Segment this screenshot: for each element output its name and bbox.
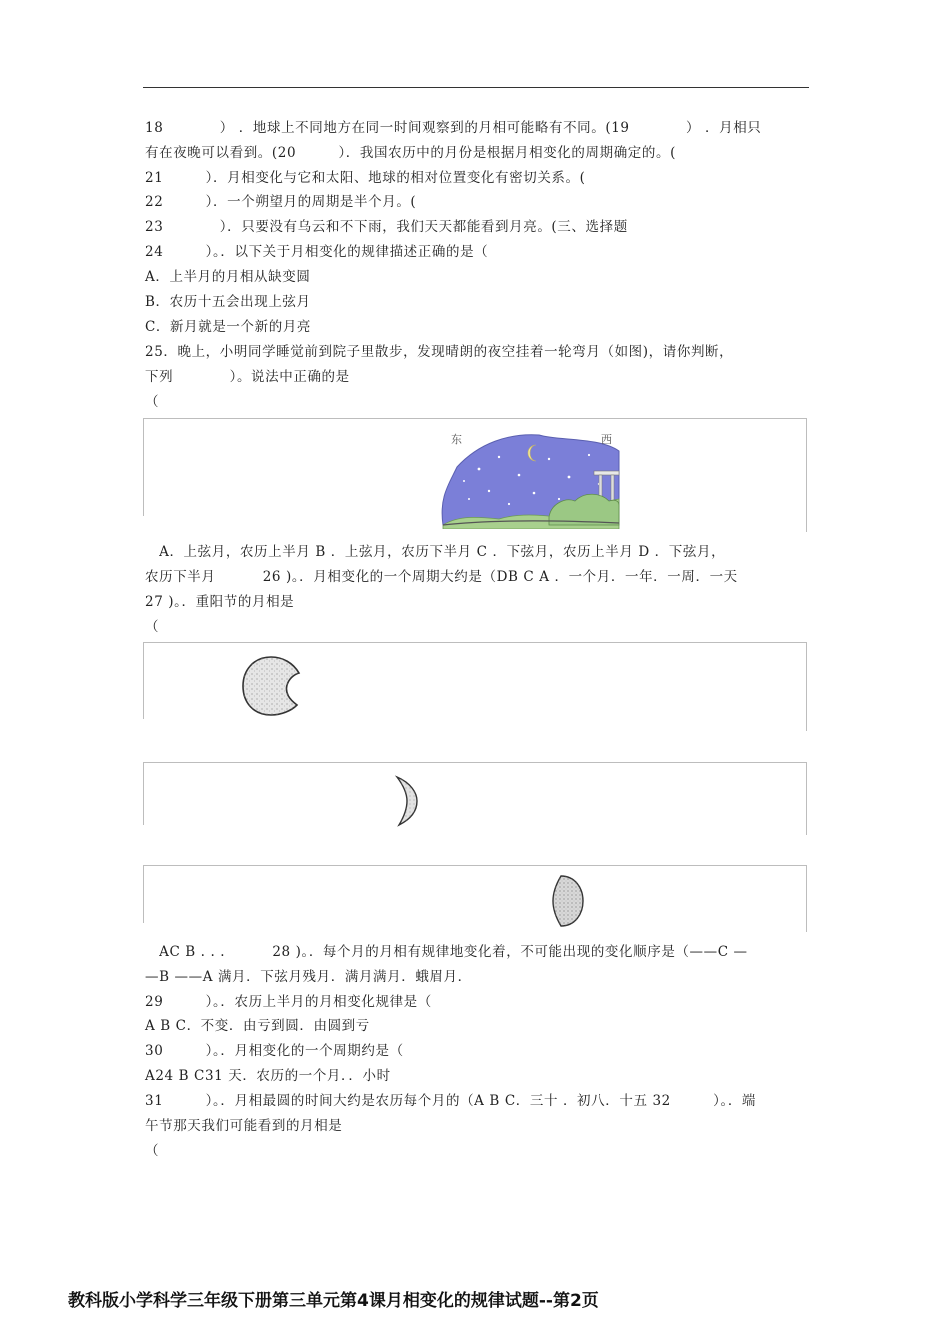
text-line: A B C．不变．由亏到圆．由圆到亏 bbox=[145, 1018, 370, 1034]
page-footer: 教科版小学科学三年级下册第三单元第4课月相变化的规律试题--第2页 bbox=[68, 1291, 599, 1311]
text-line: 30 ）。．月相变化的一个周期约是（ bbox=[145, 1043, 404, 1059]
night-sky-illustration bbox=[439, 429, 624, 529]
text-line: 午节那天我们可能看到的月相是 bbox=[145, 1118, 343, 1134]
option-a: A．上半月的月相从缺变圆 bbox=[145, 269, 311, 285]
text-line: 24 ）。．以下关于月相变化的规律描述正确的是（ bbox=[145, 244, 489, 260]
moon-option-a-figure bbox=[143, 642, 807, 731]
text-line: 下列 ）。说法中正确的是 bbox=[145, 369, 350, 385]
options-25: A．上弦月，农历上半月 B ．上弦月，农历下半月 C ．下弦月，农历上半月 D ．下弦月， bbox=[145, 544, 726, 560]
half-moon-icon bbox=[551, 874, 585, 928]
moon-option-b-figure bbox=[143, 762, 807, 835]
text-line: 18 ） ．地球上不同地方在同一时间观察到的月相可能略有不同。(19 ） ．月相只 bbox=[145, 120, 762, 136]
text-line: AC B . . . 28 )。．每个月的月相有规律地变化着，不可能出现的变化顺序是（——C — bbox=[145, 944, 748, 960]
text-line: 23 ）．只要没有乌云和不下雨，我们天天都能看到月亮。(三、选择题 bbox=[145, 219, 628, 235]
text-line: —B ——A 满月．下弦月残月．满月满月．蛾眉月． bbox=[145, 969, 472, 985]
text-line: （ bbox=[145, 619, 160, 635]
label-east: 东 bbox=[451, 433, 463, 446]
text-line: A24 B C31 天．农历的一个月．．小时 bbox=[145, 1068, 391, 1084]
text-line: 27 )。．重阳节的月相是 bbox=[145, 594, 295, 610]
text-line: 25．晚上，小明同学睡觉前到院子里散步，发现晴朗的夜空挂着一轮弯月（如图)，请你判断， bbox=[145, 344, 734, 360]
option-c: C．新月就是一个新的月亮 bbox=[145, 319, 312, 335]
text-line: 有在夜晚可以看到。(20 ）．我国农历中的月份是根据月相变化的周期确定的。( bbox=[145, 145, 676, 161]
text-line: （ bbox=[145, 1143, 160, 1159]
text-line: 31 ）。．月相最圆的时间大约是农历每个月的（A B C．三十 ．初八．十五 32 ）。．端 bbox=[145, 1093, 757, 1109]
text-line: 农历下半月 26 )。．月相变化的一个周期大约是（DB C A ．一个月．一年．一周．一天 bbox=[145, 569, 738, 585]
header-rule bbox=[143, 87, 809, 88]
label-west: 西 bbox=[601, 433, 613, 446]
text-line: 21 ）．月相变化与它和太阳、地球的相对位置变化有密切关系。( bbox=[145, 170, 586, 186]
text-line: 22 ）．一个朔望月的周期是半个月。( bbox=[145, 194, 417, 210]
moon-option-c-figure bbox=[143, 865, 807, 932]
crescent-moon-icon bbox=[393, 775, 419, 827]
night-sky-figure bbox=[143, 418, 807, 532]
gibbous-moon-icon bbox=[241, 653, 301, 719]
text-line: （ bbox=[145, 394, 160, 410]
text-line: 29 ）。．农历上半月的月相变化规律是（ bbox=[145, 994, 432, 1010]
option-b: B．农历十五会出现上弦月 bbox=[145, 294, 311, 310]
